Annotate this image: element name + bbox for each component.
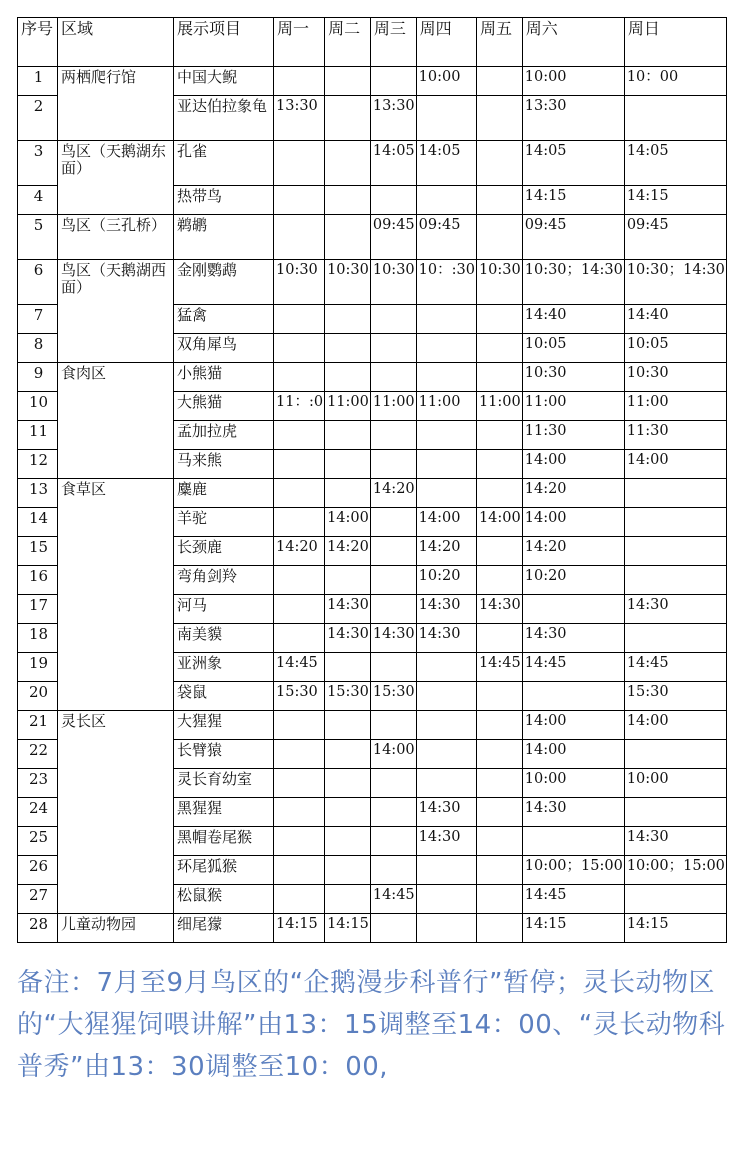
time-cell-wed: 14:05 (370, 141, 416, 186)
exhibit-item: 大熊猫 (174, 392, 274, 421)
time-cell-fri (476, 537, 522, 566)
time-cell-wed (370, 856, 416, 885)
time-cell-sat: 10:05 (522, 334, 624, 363)
time-cell-sun (624, 798, 726, 827)
time-cell-sun: 14:30 (624, 595, 726, 624)
time-cell-fri: 14:00 (476, 508, 522, 537)
area-cell: 鸟区（天鹅湖东面） (58, 141, 174, 215)
time-cell-mon (274, 186, 325, 215)
row-number: 12 (18, 450, 58, 479)
time-cell-wed (370, 827, 416, 856)
time-cell-thu (416, 885, 476, 914)
time-cell-mon: 14:15 (274, 914, 325, 943)
time-cell-sat (522, 682, 624, 711)
exhibit-item: 南美貘 (174, 624, 274, 653)
time-cell-sat: 14:40 (522, 305, 624, 334)
exhibit-item: 弯角剑羚 (174, 566, 274, 595)
time-cell-sat: 14:30 (522, 798, 624, 827)
time-cell-sat: 14:15 (522, 186, 624, 215)
time-cell-thu: 14:20 (416, 537, 476, 566)
time-cell-fri (476, 885, 522, 914)
exhibit-item: 黑猩猩 (174, 798, 274, 827)
time-cell-mon: 14:20 (274, 537, 325, 566)
area-cell: 灵长区 (58, 711, 174, 914)
time-cell-thu: 14:00 (416, 508, 476, 537)
time-cell-thu (416, 914, 476, 943)
time-cell-sun: 11:30 (624, 421, 726, 450)
time-cell-thu: 14:30 (416, 595, 476, 624)
time-cell-thu (416, 711, 476, 740)
time-cell-mon (274, 305, 325, 334)
exhibit-item: 孔雀 (174, 141, 274, 186)
time-cell-mon (274, 67, 325, 96)
time-cell-tue: 14:30 (325, 595, 371, 624)
time-cell-fri (476, 305, 522, 334)
exhibit-item: 灵长育幼室 (174, 769, 274, 798)
row-number: 25 (18, 827, 58, 856)
row-number: 7 (18, 305, 58, 334)
time-cell-fri (476, 67, 522, 96)
time-cell-tue (325, 96, 371, 141)
time-cell-tue: 14:00 (325, 508, 371, 537)
table-row (18, 914, 727, 943)
header-cell: 周一 (274, 18, 325, 67)
time-cell-mon: 11：:0 (274, 392, 325, 421)
time-cell-sun: 10:30；14:30 (624, 260, 726, 305)
time-cell-sun (624, 96, 726, 141)
time-cell-mon (274, 856, 325, 885)
time-cell-tue (325, 711, 371, 740)
time-cell-mon (274, 711, 325, 740)
row-number: 24 (18, 798, 58, 827)
time-cell-thu (416, 856, 476, 885)
time-cell-sun (624, 537, 726, 566)
time-cell-mon (274, 769, 325, 798)
time-cell-fri: 14:30 (476, 595, 522, 624)
time-cell-fri (476, 141, 522, 186)
time-cell-wed (370, 450, 416, 479)
exhibit-item: 亚达伯拉象龟 (174, 96, 274, 141)
row-number: 4 (18, 186, 58, 215)
time-cell-sun: 10:00；15:00 (624, 856, 726, 885)
time-cell-sun: 10:00 (624, 769, 726, 798)
time-cell-thu (416, 740, 476, 769)
table-row (18, 363, 727, 392)
exhibit-item: 马来熊 (174, 450, 274, 479)
time-cell-mon: 13:30 (274, 96, 325, 141)
exhibit-item: 麋鹿 (174, 479, 274, 508)
area-cell: 鸟区（三孔桥） (58, 215, 174, 260)
time-cell-sun (624, 885, 726, 914)
time-cell-wed: 09:45 (370, 215, 416, 260)
time-cell-tue: 14:20 (325, 537, 371, 566)
exhibit-item: 孟加拉虎 (174, 421, 274, 450)
time-cell-mon (274, 740, 325, 769)
time-cell-sun (624, 624, 726, 653)
time-cell-tue (325, 215, 371, 260)
time-cell-sat: 13:30 (522, 96, 624, 141)
exhibit-item: 亚洲象 (174, 653, 274, 682)
time-cell-mon (274, 421, 325, 450)
exhibit-item: 袋鼠 (174, 682, 274, 711)
row-number: 26 (18, 856, 58, 885)
row-number: 14 (18, 508, 58, 537)
time-cell-wed: 15:30 (370, 682, 416, 711)
time-cell-thu: 10:00 (416, 67, 476, 96)
time-cell-thu (416, 450, 476, 479)
time-cell-wed: 13:30 (370, 96, 416, 141)
time-cell-sat: 10:20 (522, 566, 624, 595)
time-cell-sat: 14:00 (522, 711, 624, 740)
row-number: 5 (18, 215, 58, 260)
time-cell-fri (476, 914, 522, 943)
time-cell-mon (274, 827, 325, 856)
time-cell-wed (370, 798, 416, 827)
area-cell: 两栖爬行馆 (58, 67, 174, 141)
time-cell-sat: 11:00 (522, 392, 624, 421)
time-cell-tue (325, 334, 371, 363)
time-cell-sat: 11:30 (522, 421, 624, 450)
time-cell-sun: 11:00 (624, 392, 726, 421)
time-cell-sun: 14:15 (624, 914, 726, 943)
row-number: 23 (18, 769, 58, 798)
time-cell-fri (476, 363, 522, 392)
exhibit-item: 热带鸟 (174, 186, 274, 215)
time-cell-sat: 10:00；15:00 (522, 856, 624, 885)
time-cell-mon (274, 595, 325, 624)
exhibit-item: 中国大鲵 (174, 67, 274, 96)
time-cell-thu: 14:30 (416, 624, 476, 653)
time-cell-fri (476, 96, 522, 141)
time-cell-wed (370, 566, 416, 595)
time-cell-thu (416, 421, 476, 450)
row-number: 22 (18, 740, 58, 769)
time-cell-wed (370, 186, 416, 215)
table-row (18, 260, 727, 305)
header-cell: 周日 (624, 18, 726, 67)
time-cell-wed (370, 711, 416, 740)
time-cell-wed (370, 595, 416, 624)
time-cell-fri: 11:00 (476, 392, 522, 421)
time-cell-thu (416, 653, 476, 682)
time-cell-sat (522, 595, 624, 624)
time-cell-thu (416, 305, 476, 334)
row-number: 15 (18, 537, 58, 566)
row-number: 20 (18, 682, 58, 711)
time-cell-tue (325, 856, 371, 885)
row-number: 21 (18, 711, 58, 740)
note-text: 备注：7月至9月鸟区的“企鹅漫步科普行”暂停；灵长动物区的“大猩猩饲喂讲解”由13：15调整至14：00、“灵长动物科普秀”由13：30调整至10：00, (17, 968, 726, 1082)
time-cell-sun (624, 479, 726, 508)
table-row (18, 141, 727, 186)
time-cell-thu (416, 769, 476, 798)
time-cell-mon (274, 798, 325, 827)
time-cell-tue (325, 450, 371, 479)
time-cell-fri (476, 479, 522, 508)
exhibit-item: 鹈鹕 (174, 215, 274, 260)
schedule-body (18, 67, 727, 943)
time-cell-tue (325, 740, 371, 769)
row-number: 8 (18, 334, 58, 363)
time-cell-wed: 14:20 (370, 479, 416, 508)
time-cell-sat: 14:20 (522, 537, 624, 566)
row-number: 19 (18, 653, 58, 682)
header-cell: 周三 (370, 18, 416, 67)
time-cell-fri (476, 624, 522, 653)
time-cell-wed: 11:00 (370, 392, 416, 421)
exhibit-item: 黑帽卷尾猴 (174, 827, 274, 856)
time-cell-wed: 14:00 (370, 740, 416, 769)
time-cell-tue (325, 421, 371, 450)
time-cell-mon (274, 334, 325, 363)
time-cell-thu: 10:20 (416, 566, 476, 595)
time-cell-tue (325, 653, 371, 682)
time-cell-wed (370, 305, 416, 334)
time-cell-sun: 09:45 (624, 215, 726, 260)
time-cell-sun: 14:00 (624, 450, 726, 479)
time-cell-wed: 14:30 (370, 624, 416, 653)
row-number: 9 (18, 363, 58, 392)
row-number: 18 (18, 624, 58, 653)
header-cell: 序号 (18, 18, 58, 67)
time-cell-fri (476, 798, 522, 827)
time-cell-sat: 09:45 (522, 215, 624, 260)
time-cell-fri: 14:45 (476, 653, 522, 682)
area-cell: 食肉区 (58, 363, 174, 479)
time-cell-wed (370, 67, 416, 96)
time-cell-sat: 14:00 (522, 450, 624, 479)
time-cell-wed: 10:30 (370, 260, 416, 305)
time-cell-fri (476, 711, 522, 740)
time-cell-wed (370, 508, 416, 537)
exhibit-item: 松鼠猴 (174, 885, 274, 914)
row-number: 13 (18, 479, 58, 508)
time-cell-mon (274, 624, 325, 653)
time-cell-sat: 14:45 (522, 885, 624, 914)
header-cell: 周六 (522, 18, 624, 67)
time-cell-mon (274, 479, 325, 508)
row-number: 6 (18, 260, 58, 305)
time-cell-mon (274, 508, 325, 537)
table-row (18, 215, 727, 260)
time-cell-sat: 14:30 (522, 624, 624, 653)
time-cell-sat: 10:00 (522, 67, 624, 96)
header-cell: 区域 (58, 18, 174, 67)
time-cell-mon: 15:30 (274, 682, 325, 711)
time-cell-sun: 10:30 (624, 363, 726, 392)
time-cell-fri (476, 186, 522, 215)
time-cell-thu (416, 363, 476, 392)
time-cell-tue (325, 566, 371, 595)
exhibit-item: 细尾獴 (174, 914, 274, 943)
time-cell-sat: 14:00 (522, 508, 624, 537)
time-cell-thu (416, 682, 476, 711)
time-cell-thu (416, 479, 476, 508)
area-cell: 鸟区（天鹅湖西面） (58, 260, 174, 363)
time-cell-thu: 11:00 (416, 392, 476, 421)
row-number: 28 (18, 914, 58, 943)
time-cell-fri (476, 827, 522, 856)
exhibit-item: 河马 (174, 595, 274, 624)
area-cell: 儿童动物园 (58, 914, 174, 943)
time-cell-tue (325, 885, 371, 914)
time-cell-sun (624, 740, 726, 769)
time-cell-sun: 15:30 (624, 682, 726, 711)
time-cell-mon (274, 215, 325, 260)
time-cell-sun: 14:40 (624, 305, 726, 334)
header-cell: 周五 (476, 18, 522, 67)
time-cell-thu: 14:05 (416, 141, 476, 186)
header-row (18, 18, 727, 67)
row-number: 10 (18, 392, 58, 421)
time-cell-mon (274, 363, 325, 392)
time-cell-thu: 09:45 (416, 215, 476, 260)
time-cell-sun: 14:15 (624, 186, 726, 215)
time-cell-wed (370, 653, 416, 682)
header-cell: 周四 (416, 18, 476, 67)
time-cell-tue: 10:30 (325, 260, 371, 305)
time-cell-wed (370, 363, 416, 392)
time-cell-tue (325, 798, 371, 827)
time-cell-thu: 14:30 (416, 798, 476, 827)
time-cell-fri (476, 450, 522, 479)
exhibit-item: 大猩猩 (174, 711, 274, 740)
time-cell-sat: 14:45 (522, 653, 624, 682)
time-cell-fri (476, 421, 522, 450)
time-cell-sun (624, 566, 726, 595)
time-cell-mon (274, 566, 325, 595)
time-cell-sun: 10：00 (624, 67, 726, 96)
time-cell-thu (416, 186, 476, 215)
time-cell-tue (325, 363, 371, 392)
row-number: 2 (18, 96, 58, 141)
time-cell-tue (325, 827, 371, 856)
time-cell-sat: 10:30；14:30 (522, 260, 624, 305)
time-cell-sat: 14:15 (522, 914, 624, 943)
time-cell-sat: 14:05 (522, 141, 624, 186)
time-cell-sun: 14:00 (624, 711, 726, 740)
time-cell-mon (274, 450, 325, 479)
time-cell-mon: 10:30 (274, 260, 325, 305)
time-cell-sun: 14:45 (624, 653, 726, 682)
time-cell-sun: 14:30 (624, 827, 726, 856)
time-cell-fri (476, 566, 522, 595)
time-cell-sat: 10:30 (522, 363, 624, 392)
time-cell-sun: 10:05 (624, 334, 726, 363)
time-cell-fri (476, 682, 522, 711)
table-row (18, 479, 727, 508)
row-number: 27 (18, 885, 58, 914)
time-cell-tue: 14:15 (325, 914, 371, 943)
row-number: 11 (18, 421, 58, 450)
time-cell-mon (274, 885, 325, 914)
time-cell-wed (370, 914, 416, 943)
exhibit-item: 长臂猿 (174, 740, 274, 769)
row-number: 17 (18, 595, 58, 624)
time-cell-fri (476, 769, 522, 798)
time-cell-tue (325, 67, 371, 96)
time-cell-fri (476, 215, 522, 260)
row-number: 16 (18, 566, 58, 595)
time-cell-tue (325, 479, 371, 508)
time-cell-wed: 14:45 (370, 885, 416, 914)
time-cell-fri: 10:30 (476, 260, 522, 305)
exhibit-item: 小熊猫 (174, 363, 274, 392)
area-cell: 食草区 (58, 479, 174, 711)
time-cell-sat (522, 827, 624, 856)
time-cell-thu: 14:30 (416, 827, 476, 856)
header-cell: 周二 (325, 18, 371, 67)
time-cell-tue (325, 141, 371, 186)
time-cell-thu (416, 96, 476, 141)
time-cell-tue: 14:30 (325, 624, 371, 653)
time-cell-mon: 14:45 (274, 653, 325, 682)
time-cell-fri (476, 856, 522, 885)
row-number: 1 (18, 67, 58, 96)
time-cell-fri (476, 740, 522, 769)
row-number: 3 (18, 141, 58, 186)
time-cell-fri (476, 334, 522, 363)
time-cell-tue (325, 305, 371, 334)
time-cell-tue (325, 186, 371, 215)
time-cell-sun (624, 508, 726, 537)
time-cell-tue: 11:00 (325, 392, 371, 421)
exhibit-item: 环尾狐猴 (174, 856, 274, 885)
time-cell-sat: 14:00 (522, 740, 624, 769)
time-cell-mon (274, 141, 325, 186)
time-cell-tue (325, 769, 371, 798)
time-cell-wed (370, 537, 416, 566)
time-cell-thu: 10：:30 (416, 260, 476, 305)
exhibit-item: 长颈鹿 (174, 537, 274, 566)
table-row (18, 711, 727, 740)
exhibit-item: 双角犀鸟 (174, 334, 274, 363)
time-cell-sat: 10:00 (522, 769, 624, 798)
time-cell-wed (370, 769, 416, 798)
header-cell: 展示项目 (174, 18, 274, 67)
exhibit-item: 羊驼 (174, 508, 274, 537)
time-cell-sun: 14:05 (624, 141, 726, 186)
schedule-table (17, 17, 727, 943)
exhibit-item: 猛禽 (174, 305, 274, 334)
table-row (18, 67, 727, 96)
time-cell-sat: 14:20 (522, 479, 624, 508)
time-cell-thu (416, 334, 476, 363)
exhibit-item: 金刚鹦鹉 (174, 260, 274, 305)
time-cell-tue: 15:30 (325, 682, 371, 711)
time-cell-wed (370, 421, 416, 450)
time-cell-wed (370, 334, 416, 363)
